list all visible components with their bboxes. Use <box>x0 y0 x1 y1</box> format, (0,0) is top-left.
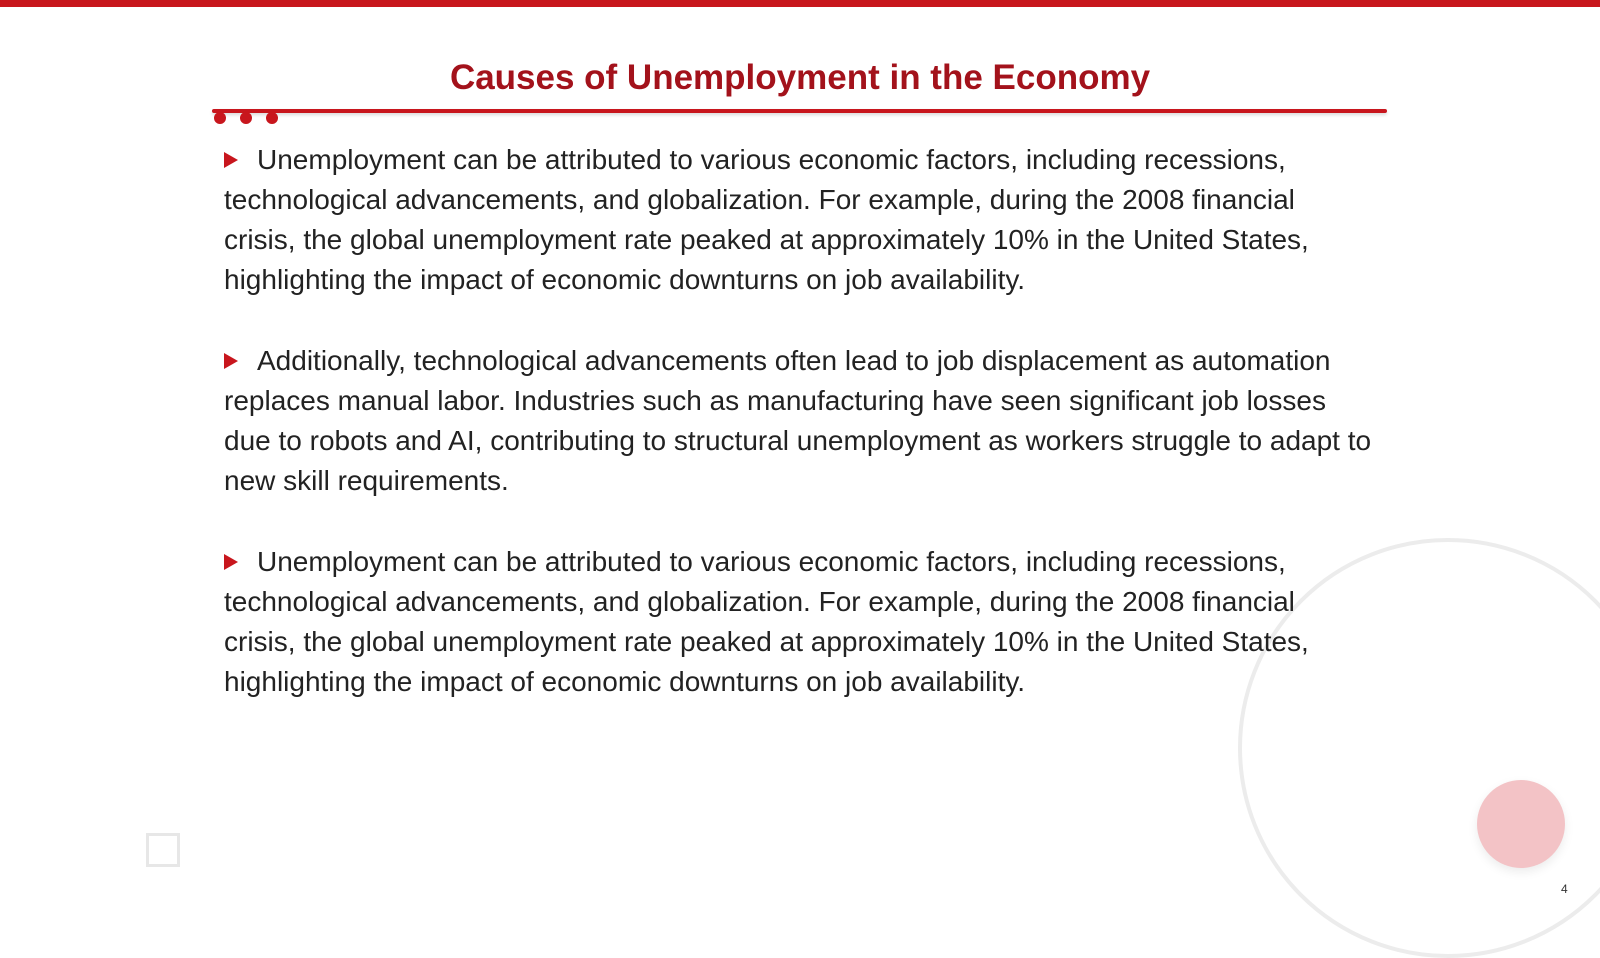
bullet-text: Unemployment can be attributed to various economic factors, including recessions, technological advancements, and globalization. For example, during the 2008 financial crisis, the global unemployment rate peaked at approximately 10% in the United States, highlighting the impact of economic downturns on job availability. <box>224 144 1309 295</box>
underline-dot <box>214 112 226 124</box>
bullet-item <box>224 341 1374 501</box>
bullet-list <box>224 140 1374 743</box>
underline-dot <box>240 112 252 124</box>
bullet-text: Unemployment can be attributed to various economic factors, including recessions, technological advancements, and globalization. For example, during the 2008 financial crisis, the global unemployment rate peaked at approximately 10% in the United States, highlighting the impact of economic downturns on job availability. <box>224 546 1309 697</box>
slide-title: Causes of Unemployment in the Economy <box>449 58 1151 97</box>
bullet-item <box>224 542 1374 702</box>
bullet-text: Additionally, technological advancements often lead to job displacement as automation replaces manual labor. Industries such as manufacturing have seen significant job losses due to robots and AI, contributing to structural unemployment as workers struggle to adapt to new skill requirements. <box>224 345 1372 496</box>
decorative-circle-filled <box>1477 780 1565 868</box>
bullet-item <box>224 140 1374 300</box>
top-accent-bar <box>0 0 1600 7</box>
triangle-bullet-icon <box>224 353 238 369</box>
triangle-bullet-icon <box>224 152 238 168</box>
decorative-square-outline <box>146 833 180 867</box>
title-underline <box>212 109 1387 113</box>
underline-dot <box>266 112 278 124</box>
page-number: 4 <box>1561 882 1568 896</box>
triangle-bullet-icon <box>224 554 238 570</box>
